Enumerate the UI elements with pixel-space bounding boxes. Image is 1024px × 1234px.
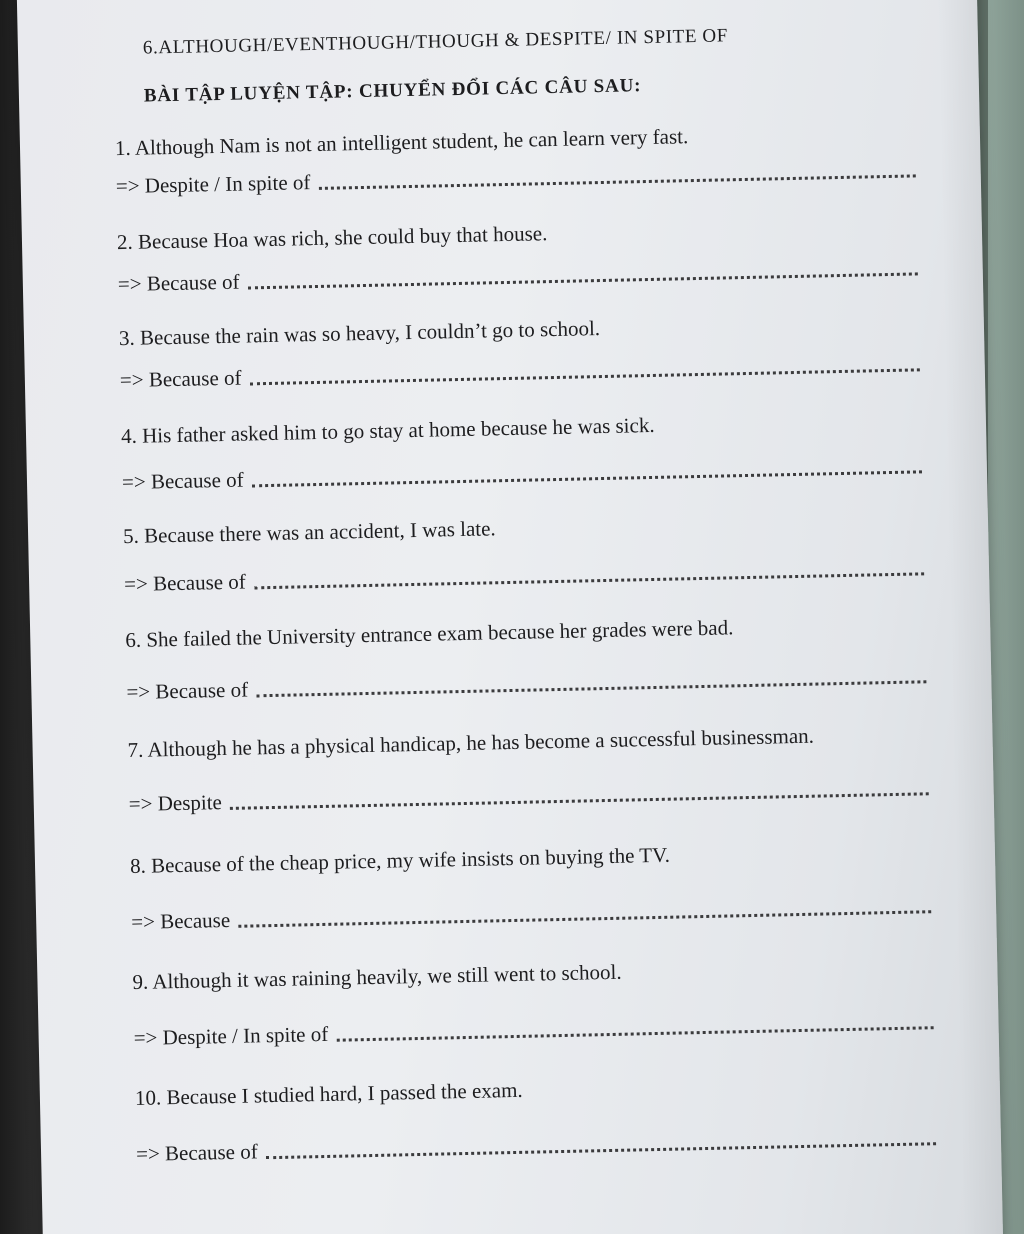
exercise-item-8 (129, 837, 950, 934)
answer-row (120, 351, 920, 393)
answer-row (118, 255, 918, 297)
answer-row (133, 1009, 933, 1051)
exercise-sentence: 7. Although he has a physical handicap, he has become a successful businessman. (127, 723, 815, 763)
worksheet-page (16, 0, 1003, 1234)
exercise-sentence: 4. His father asked him to go stay at home because he was sick. (120, 412, 655, 449)
exercise-item-5 (122, 507, 943, 597)
answer-row (131, 893, 931, 935)
answer-blank[interactable] (336, 1022, 933, 1042)
answer-blank[interactable] (256, 676, 926, 697)
exercise-sentence: 3. Because the rain was so heavy, I couldn’t go to school. (118, 316, 601, 351)
answer-prompt: => Because of (123, 569, 247, 597)
answer-row (116, 157, 916, 199)
exercise-item-6 (125, 611, 945, 705)
answer-blank[interactable] (252, 466, 922, 487)
answer-prompt: => Because of (117, 269, 240, 297)
answer-blank[interactable] (250, 364, 920, 385)
answer-blank[interactable] (230, 788, 929, 810)
exercise-item-2 (116, 213, 937, 297)
exercise-instruction: BÀI TẬP LUYỆN TẬP: CHUYỂN ĐỔI CÁC CÂU SAU: (143, 75, 642, 107)
answer-blank[interactable] (254, 568, 924, 589)
answer-prompt: => Because of (126, 677, 249, 705)
exercise-sentence: 1. Although Nam is not an intelligent student, he can learn very fast. (114, 124, 689, 161)
answer-prompt: => Despite / In spite of (133, 1021, 329, 1050)
exercise-sentence: 10. Because I studied hard, I passed the exam. (134, 1077, 523, 1110)
exercise-title: 6.ALTHOUGH/EVENTHOUGH/THOUGH & DESPITE/ IN SPITE OF (142, 25, 729, 59)
answer-blank[interactable] (248, 268, 918, 289)
exercise-item-10 (134, 1069, 955, 1166)
exercise-sentence: 2. Because Hoa was rich, she could buy that house. (116, 221, 548, 255)
exercise-sentence: 8. Because of the cheap price, my wife insists on buying the TV. (129, 842, 671, 879)
exercise-item-3 (118, 309, 939, 393)
answer-prompt: => Because of (121, 467, 244, 495)
answer-prompt: => Because (130, 907, 231, 934)
exercise-item-7 (127, 721, 947, 817)
answer-prompt: => Despite / In spite of (115, 170, 311, 199)
exercise-sentence: 9. Although it was raining heavily, we still went to school. (132, 959, 622, 994)
exercise-sentence: 6. She failed the University entrance exam because her grades were bad. (125, 615, 734, 653)
exercise-sentence: 5. Because there was an accident, I was late. (122, 516, 496, 549)
answer-row (126, 663, 926, 705)
answer-row (129, 775, 929, 817)
answer-prompt: => Because of (135, 1139, 258, 1166)
answer-blank[interactable] (266, 1138, 936, 1159)
answer-row (136, 1125, 936, 1167)
exercise-item-9 (132, 953, 952, 1050)
exercise-item-4 (120, 407, 941, 495)
answer-row (124, 555, 924, 597)
answer-blank[interactable] (238, 906, 931, 928)
answer-blank[interactable] (318, 170, 915, 190)
answer-prompt: => Despite (128, 790, 223, 817)
answer-row (122, 453, 922, 495)
exercise-item-1 (114, 119, 935, 199)
answer-prompt: => Because of (119, 365, 242, 393)
